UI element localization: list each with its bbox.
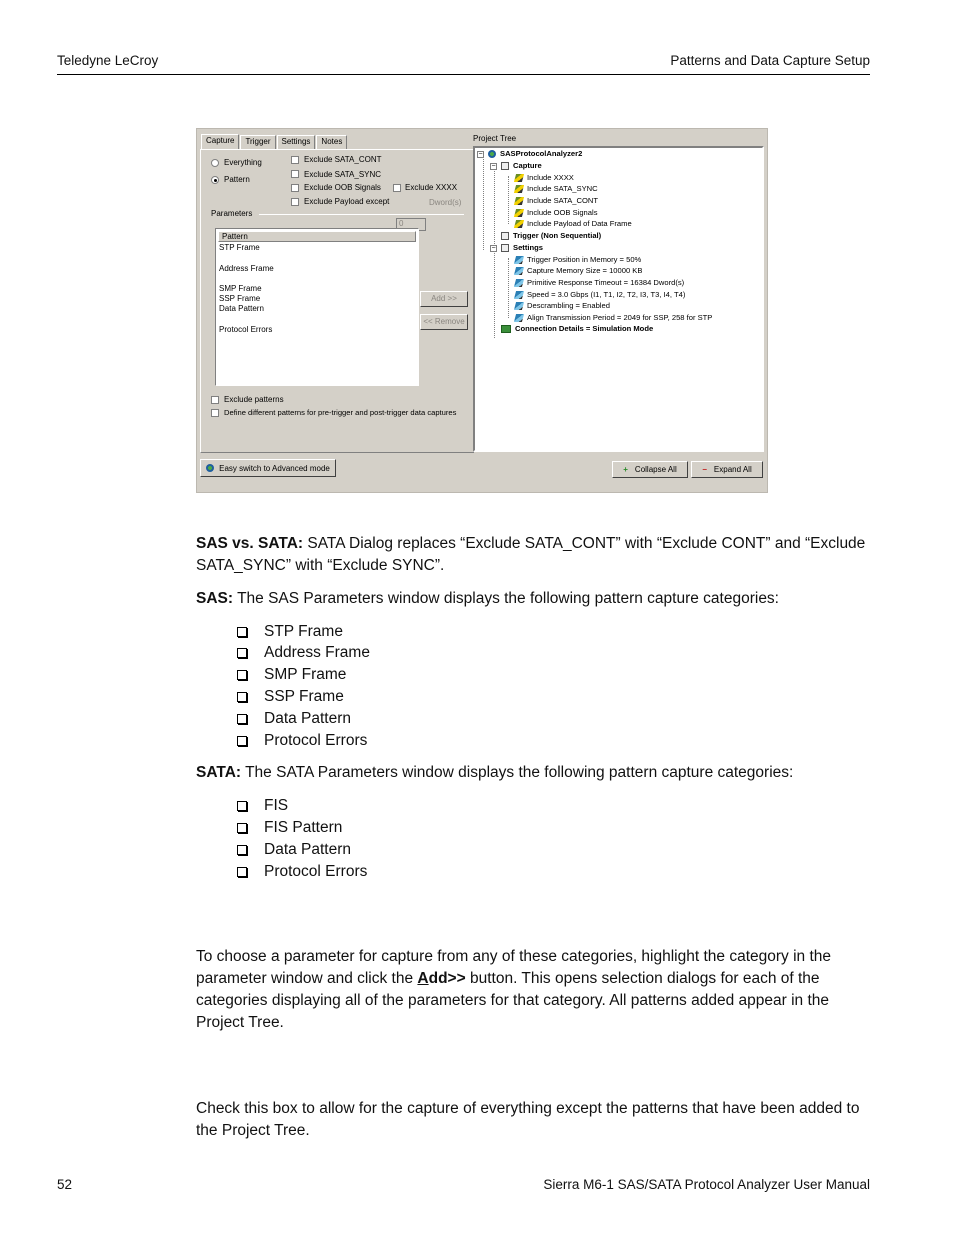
exclude-oob-label: Exclude OOB Signals (304, 183, 381, 192)
tree-capture-item[interactable]: Include XXXX (515, 173, 574, 182)
collapse-capture-icon[interactable]: − (491, 163, 496, 170)
list-item[interactable]: Data Pattern (219, 304, 264, 313)
list-item: Protocol Errors (237, 861, 367, 883)
header-left: Teledyne LeCroy (57, 53, 159, 68)
list-item: Data Pattern (237, 708, 351, 730)
everything-label: Everything (224, 158, 262, 167)
list-item: Data Pattern (237, 839, 351, 861)
everything-radio[interactable] (211, 159, 219, 167)
checkbox-bullet-icon (237, 692, 247, 702)
parameters-label: Parameters (211, 209, 253, 218)
plus-icon: + (623, 465, 628, 474)
pencil-icon (514, 209, 524, 217)
tree-capture-item[interactable]: Include OOB Signals (515, 208, 598, 217)
checkbox-bullet-icon (237, 801, 247, 811)
parameters-group-line (259, 214, 464, 215)
pencil-icon (514, 314, 524, 322)
tree-capture-item[interactable]: Include SATA_SYNC (515, 184, 598, 193)
pencil-icon (514, 197, 524, 205)
pattern-column-header[interactable]: Pattern (218, 231, 416, 242)
pencil-icon (514, 291, 524, 299)
tree-settings-item[interactable]: Capture Memory Size = 10000 KB (515, 266, 642, 275)
define-different-label: Define different patterns for pre-trigger and post-trigger data captures (224, 408, 457, 417)
expand-all-button[interactable]: − Expand All (691, 461, 763, 478)
project-tree[interactable] (473, 146, 764, 452)
pencil-icon (514, 256, 524, 264)
tab-notes[interactable]: Notes (316, 135, 347, 149)
list-item[interactable]: STP Frame (219, 243, 260, 252)
sata-paragraph: SATA: The SATA Parameters window displays the following pattern capture categories: (196, 764, 794, 781)
tree-settings-item[interactable]: Align Transmission Period = 2049 for SSP, 258 for STP (515, 313, 712, 322)
connection-icon (501, 325, 511, 333)
list-item: Address Frame (237, 642, 370, 664)
list-item[interactable]: SSP Frame (219, 294, 261, 303)
pencil-icon (514, 185, 524, 193)
pencil-icon (514, 267, 524, 275)
list-item: SSP Frame (237, 686, 344, 708)
pencil-icon (514, 279, 524, 287)
pencil-icon (514, 302, 524, 310)
pattern-radio[interactable] (211, 176, 219, 184)
project-tree-title: Project Tree (473, 134, 517, 143)
gear-icon (206, 464, 214, 472)
checkbox-bullet-icon (237, 736, 247, 746)
sas-paragraph: SAS: The SAS Parameters window displays the following pattern capture categories: (196, 590, 779, 607)
tab-capture[interactable]: Capture (201, 134, 239, 150)
page-number: 52 (57, 1177, 73, 1192)
exclude-patterns-label: Exclude patterns (224, 395, 284, 404)
tab-settings[interactable]: Settings (277, 135, 316, 149)
capture-tab-pane (200, 149, 474, 453)
pattern-label: Pattern (224, 175, 250, 184)
exclude-xxxx-checkbox[interactable] (393, 184, 401, 192)
tree-settings[interactable]: Settings (501, 243, 543, 252)
tree-settings-item[interactable]: Primitive Response Timeout = 16384 Dword(s) (515, 278, 684, 287)
exclude-sata-sync-checkbox[interactable] (291, 170, 299, 178)
tab-trigger[interactable]: Trigger (240, 135, 275, 149)
add-button[interactable]: Add >> (420, 291, 468, 307)
remove-button[interactable]: << Remove (420, 314, 468, 330)
analyzer-icon (488, 150, 496, 158)
check-box-paragraph: Check this box to allow for the capture of everything except the patterns that have been added to the Project Tree. (196, 1100, 860, 1139)
tree-settings-item[interactable]: Descrambling = Enabled (515, 301, 610, 310)
checkbox-bullet-icon (237, 714, 247, 724)
sas-vs-sata-paragraph: SAS vs. SATA: SATA Dialog replaces “Exclude SATA_CONT” with “Exclude CONT” and “Exclude SATA_SYNC” with “Exclude SYNC”. (196, 535, 866, 574)
pencil-icon (514, 174, 524, 182)
list-item: FIS Pattern (237, 817, 342, 839)
exclude-payload-checkbox[interactable] (291, 198, 299, 206)
checkbox-bullet-icon (237, 823, 247, 833)
parameters-listbox[interactable] (215, 228, 419, 386)
trigger-icon (501, 232, 509, 240)
list-item: Protocol Errors (237, 730, 367, 752)
list-item: STP Frame (237, 621, 343, 643)
tree-capture[interactable]: Capture (501, 161, 542, 170)
exclude-sata-cont-label: Exclude SATA_CONT (304, 155, 382, 164)
list-item[interactable]: Address Frame (219, 264, 274, 273)
tree-capture-item[interactable]: Include SATA_CONT (515, 196, 598, 205)
list-item: SMP Frame (237, 664, 346, 686)
choose-parameter-paragraph: To choose a parameter for capture from any of these categories, highlight the category in the parameter window and click the Add>> button. This opens selection dialogs for each of the categories displaying all of the parameters for that category. All patterns added appear in the Project Tree. (196, 948, 832, 1031)
header-rule (57, 74, 870, 75)
minus-icon: − (702, 465, 707, 474)
footer-title: Sierra M6-1 SAS/SATA Protocol Analyzer User Manual (543, 1177, 870, 1192)
tree-trigger[interactable]: Trigger (Non Sequential) (501, 231, 601, 240)
define-different-checkbox[interactable] (211, 409, 219, 417)
list-item[interactable]: Protocol Errors (219, 325, 273, 334)
exclude-sata-sync-label: Exclude SATA_SYNC (304, 170, 382, 179)
tree-connection[interactable]: Connection Details = Simulation Mode (501, 324, 653, 333)
capture-icon (501, 162, 509, 170)
checkbox-bullet-icon (237, 867, 247, 877)
list-item[interactable]: SMP Frame (219, 284, 262, 293)
tree-settings-item[interactable]: Trigger Position in Memory = 50% (515, 255, 641, 264)
collapse-settings-icon[interactable]: − (491, 245, 496, 252)
dword-input[interactable]: 0 (396, 218, 426, 231)
tab-strip (201, 134, 348, 149)
checkbox-bullet-icon (237, 670, 247, 680)
checkbox-bullet-icon (237, 627, 247, 637)
settings-icon (501, 244, 509, 252)
exclude-payload-label: Exclude Payload except (304, 197, 390, 206)
collapse-all-button[interactable]: + Collapse All (612, 461, 688, 478)
capture-dialog-screenshot (196, 128, 768, 493)
tree-capture-item[interactable]: Include Payload of Data Frame (515, 219, 632, 228)
exclude-xxxx-label: Exclude XXXX (405, 183, 458, 192)
exclude-patterns-checkbox[interactable] (211, 396, 219, 404)
checkbox-bullet-icon (237, 845, 247, 855)
header-right: Patterns and Data Capture Setup (670, 53, 870, 68)
pencil-icon (514, 220, 524, 228)
dword-unit-label: Dword(s) (429, 198, 462, 207)
tree-settings-item[interactable]: Speed = 3.0 Gbps (I1, T1, I2, T2, I3, T3, I4, T4) (515, 290, 685, 299)
easy-switch-button[interactable]: Easy switch to Advanced mode (200, 459, 336, 477)
exclude-oob-checkbox[interactable] (291, 184, 299, 192)
tree-root[interactable]: SASProtocolAnalyzer2 (488, 149, 582, 158)
list-item: FIS (237, 795, 288, 817)
exclude-sata-cont-checkbox[interactable] (291, 156, 299, 164)
collapse-root-icon[interactable]: − (478, 151, 483, 158)
checkbox-bullet-icon (237, 648, 247, 658)
